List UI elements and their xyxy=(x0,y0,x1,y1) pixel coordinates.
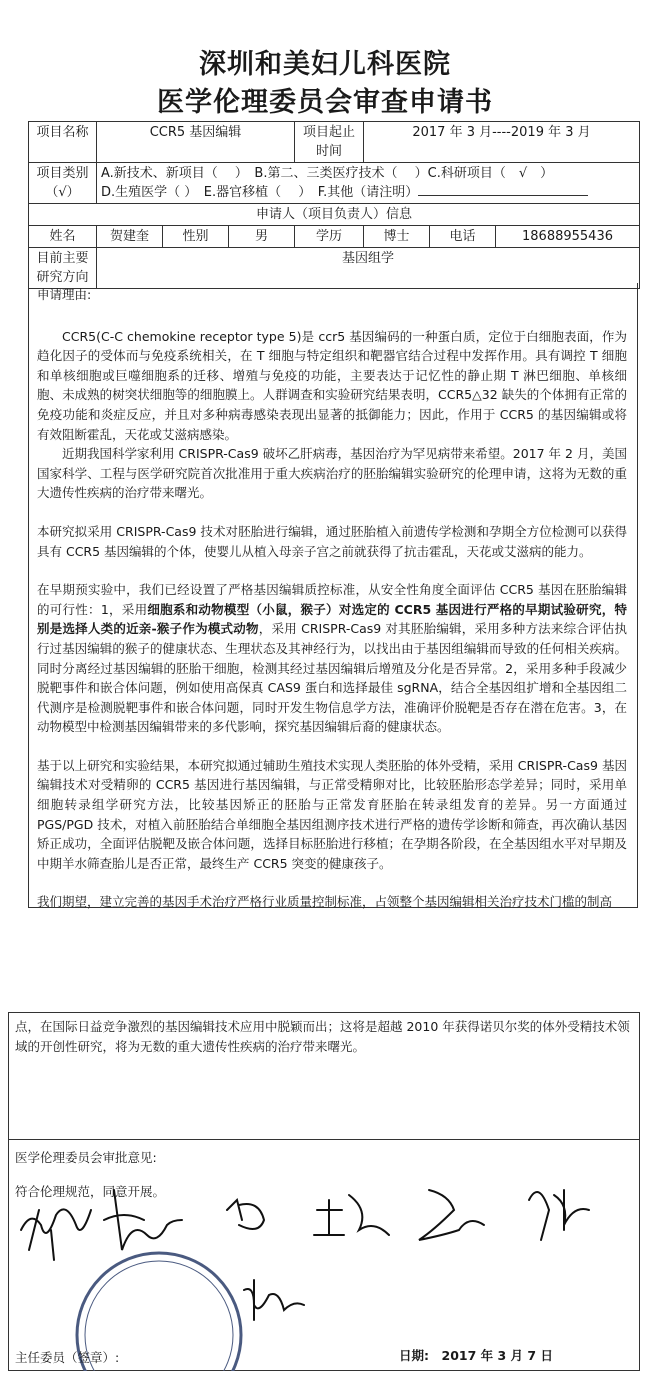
signature-6 xyxy=(529,1190,589,1240)
reason-paragraph-6: 我们期望，建立完善的基因手术治疗严格行业质量控制标准，占领整个基因编辑相关治疗技术门槛的制高 xyxy=(37,894,613,910)
signature-2 xyxy=(104,1190,182,1250)
approval-date: 日期: 2017 年 3 月 7 日 xyxy=(399,1348,553,1363)
applicant-gender: 男 xyxy=(229,226,295,248)
other-blank-line xyxy=(418,195,588,196)
direction-label: 目前主要研究方向 xyxy=(29,248,97,289)
form-title: 医学伦理委员会审查申请书 xyxy=(157,87,493,118)
chair-signature-label: 主任委员（签章）: xyxy=(15,1350,120,1365)
project-period: 2017 年 3 月----2019 年 3 月 xyxy=(364,122,640,163)
period-label: 项目起止时间 xyxy=(295,122,364,163)
applicant-header: 申请人（项目负责人）信息 xyxy=(29,204,640,226)
reason-paragraph-1: CCR5(C-C chemokine receptor type 5)是 ccr5 基因编码的一种蛋白质，定位于白细胞表面，作为趋化因子的受体而与免疫系统相关，在 T 细胞与特定组织和靶器官结合过程中发挥作用。具有调控 T 细胞和单核细胞或巨噬细胞系的迁移、增殖与免疫的功能，主要表达于记忆性的静止期 T 淋巴细胞、单核细胞、未成熟的树突状细胞等的细胞膜上。人群调查和实验研究结果表明，CCR5△32 缺失的个体拥有正常的免疫功能和炎症反应，并且对多种病毒感染表现出显著的抵御能力；因此，作用于 CCR5 的基因编辑或将有效阻断霍乱，天花或艾滋病感染。 xyxy=(37,328,627,442)
approval-section xyxy=(8,1140,640,1371)
project-name-label: 项目名称 xyxy=(29,122,97,163)
category-options-line2: D.生殖医学（ ） E.器官移植（ ） F.其他（请注明） xyxy=(101,185,419,200)
research-direction: 基因组学 xyxy=(97,248,640,289)
name-label: 姓名 xyxy=(29,226,97,248)
approval-label: 医学伦理委员会审批意见: xyxy=(15,1150,157,1165)
project-name: CCR5 基因编辑 xyxy=(97,122,295,163)
reason-paragraph-2: 近期我国科学家利用 CRISPR-Cas9 破坏乙肝病毒，基因治疗为罕见病带来希望。2017 年 2 月，美国国家科学、工程与医学研究院首次批准用于重大疾病治疗的胚胎编辑实验研究的伦理申请，这将为无数的重大遗传性疾病的治疗带来曙光。 xyxy=(37,446,627,501)
reason-continued-text: 点，在国际日益竞争激烈的基因编辑技术应用中脱颖而出；这将是超越 2010 年获得诺贝尔奖的体外受精技术领域的开创性研究，将为无数的重大遗传性疾病的治疗带来曙光。 xyxy=(15,1019,630,1054)
applicant-name: 贺建奎 xyxy=(97,226,163,248)
signature-3 xyxy=(227,1200,264,1229)
education-label: 学历 xyxy=(295,226,364,248)
reason-label: 申请理由: xyxy=(37,287,92,302)
committee-signatures xyxy=(9,1140,641,1371)
gender-label: 性别 xyxy=(163,226,229,248)
approval-opinion: 符合伦理规范，同意开展。 xyxy=(15,1184,166,1199)
application-info-table xyxy=(28,121,640,289)
category-label: 项目类别（√） xyxy=(29,163,97,204)
application-reason-section xyxy=(28,283,638,908)
reason-paragraph-4 xyxy=(37,580,627,737)
p4-bold-text: 细胞系和动物模型（小鼠，猴子）对选定的 CCR5 基因进行严格的早期试验研究，特别是选择人类的近亲-猴子作为模式动物 xyxy=(37,601,627,637)
reason-paragraph-3: 本研究拟采用 CRISPR-Cas9 技术对胚胎进行编辑，通过胚胎植入前遗传学检测和孕期全方位检测可以获得具有 CCR5 基因编辑的个体，使婴儿从植入母亲子宫之前就获得了抗击霍乱，天花或艾滋病的能力。 xyxy=(37,523,627,559)
hospital-title: 深圳和美妇儿科医院 xyxy=(199,49,451,80)
applicant-education: 博士 xyxy=(364,226,430,248)
signature-1 xyxy=(21,1209,91,1260)
phone-label: 电话 xyxy=(430,226,496,248)
signature-7 xyxy=(244,1280,304,1320)
reason-paragraph-5: 基于以上研究和实验结果，本研究拟通过辅助生殖技术实现人类胚胎的体外受精，采用 CRISPR-Cas9 基因编辑技术对受精卵的 CCR5 基因进行基因编辑，与正常受精卵对比，比较胚胎形态学差异；同时，采用单细胞转录组学研究方法，比较基因矫正的胚胎与正常发育胚胎在转录组发育的差异。另一方面通过 PGS/PGD 技术，对植入前胚胎结合单细胞全基因组测序技术进行严格的遗传学诊断和筛查，再次确认基因矫正成功，全面评估脱靶及嵌合体问题，选择目标胚胎进行移植；在孕期各阶段，在全基因组水平对早期及中期羊水筛查胎儿是否正常，最终生产 CCR5 突变的健康孩子。 xyxy=(37,757,627,871)
signature-4 xyxy=(314,1195,389,1235)
p4-text-cont: ，采用 CRISPR-Cas9 对其胚胎编辑，采用多种方法来综合评估执行过基因编辑的猴子的健康状态、生理状态及其神经行为，以找出由于基因组编辑而导致的任何相关疾病。同时分离经过基因编辑的胚胎干细胞，检测其经过基因编辑后增殖及分化是否异常。2，采用多种手段减少脱靶事件和嵌合体问题，例如使用高保真 CAS9 蛋白和选择最佳 sgRNA，结合全基因组扩增和全基因组二代测序是检测脱靶事件和嵌合体问题，同时开发生物信息学方法，准确评价脱靶是否存在潜在危害。3，在动物模型中检测基因编辑带来的多代影响，探究基因编辑后裔的健康状态。 xyxy=(37,621,627,735)
applicant-phone: 18688955436 xyxy=(496,226,640,248)
signature-5 xyxy=(419,1190,484,1240)
category-options-line1: A.新技术、新项目（ ） B.第二、三类医疗技术（ ）C.科研项目（ √ ） xyxy=(101,166,554,181)
p4-text: 在早期预实验中，我们已经设置了严格基因编辑质控标准，从安全性角度全面评估 CCR5 基因在胚胎编辑的可行性：1，采用 xyxy=(37,582,627,617)
reason-continued-section xyxy=(8,1012,640,1140)
